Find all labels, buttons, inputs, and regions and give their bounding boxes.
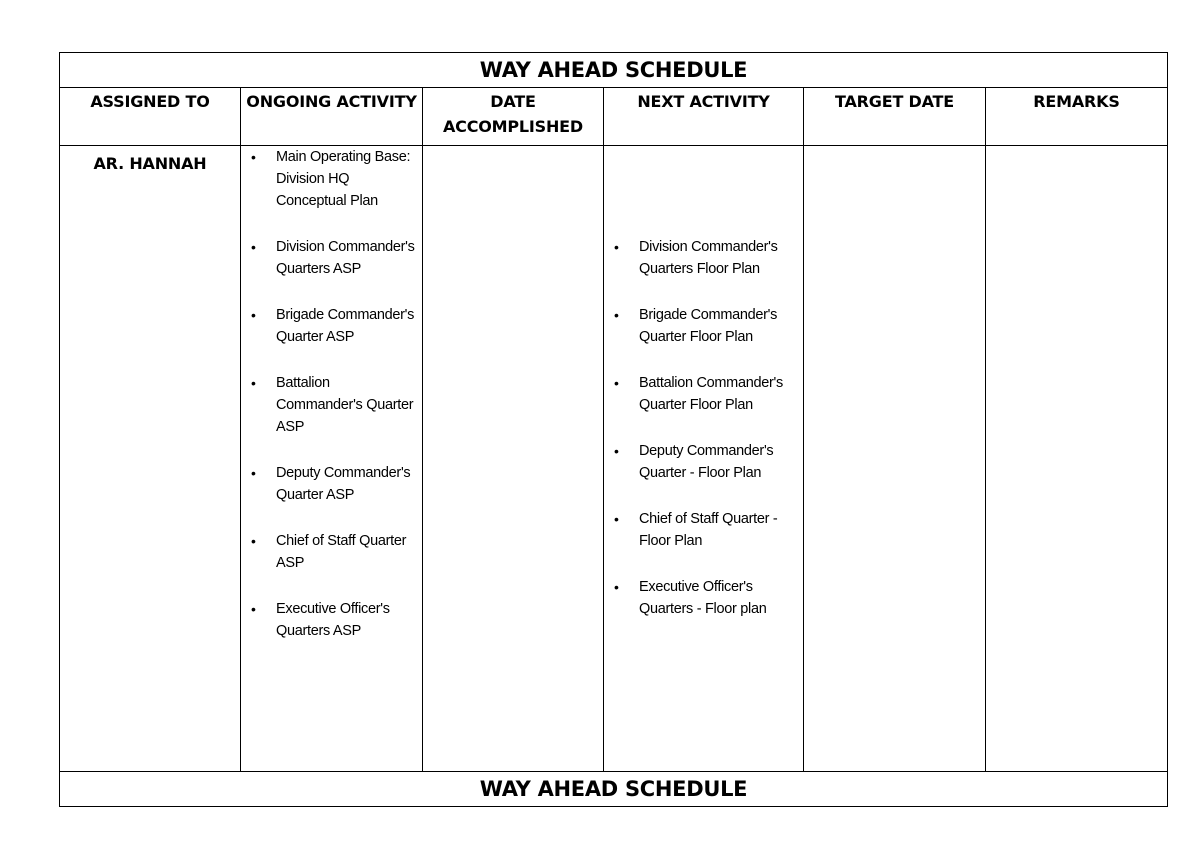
list-item-text: Chief of Staff Quarter - Floor Plan [639,511,778,549]
header-next-activity: NEXT ACTIVITY [604,88,804,146]
list-item [604,372,803,416]
way-ahead-schedule-table [59,52,1168,807]
list-item-text: Executive Officer's Quarters ASP [276,601,390,639]
ongoing-activity-cell [241,146,423,772]
header-target-date: TARGET DATE [804,88,986,146]
bullet-icon: • [251,307,256,323]
bullet-icon: • [251,149,256,165]
list-item [241,304,422,348]
next-activity-list [604,146,803,620]
assigned-to-cell: AR. HANNAH [60,146,241,772]
bullet-icon: • [614,375,619,391]
list-item-text: Chief of Staff Quarter ASP [276,533,407,571]
list-item [604,576,803,620]
table-footer-title: WAY AHEAD SCHEDULE [60,772,1168,807]
list-item-text: Deputy Commander's Quarter ASP [276,465,411,503]
list-item-text: Executive Officer's Quarters - Floor plan [639,579,767,617]
list-item-text: Division Commander's Quarters ASP [276,239,415,277]
list-item-text: Brigade Commander's Quarter ASP [276,307,415,345]
bullet-icon: • [614,579,619,595]
bullet-icon: • [251,239,256,255]
list-item-text: Deputy Commander's Quarter - Floor Plan [639,443,774,481]
bullet-icon: • [251,375,256,391]
target-date-cell [804,146,986,772]
list-item-text: Brigade Commander's Quarter Floor Plan [639,307,778,345]
bullet-icon: • [614,443,619,459]
list-item [241,372,422,438]
list-item [604,508,803,552]
bullet-icon: • [614,511,619,527]
header-remarks: REMARKS [986,88,1168,146]
ongoing-activity-list [241,146,422,642]
bullet-icon: • [614,307,619,323]
bullet-icon: • [251,601,256,617]
date-accomplished-cell [423,146,604,772]
bullet-icon: • [251,533,256,549]
bullet-icon: • [614,239,619,255]
list-item-text: Division Commander's Quarters Floor Plan [639,239,778,277]
list-item [604,304,803,348]
list-item-text: Battalion Commander's Quarter ASP [276,375,414,435]
list-item [604,236,803,280]
list-item-text: Battalion Commander's Quarter Floor Plan [639,375,783,413]
list-item [241,530,422,574]
header-assigned-to: ASSIGNED TO [60,88,241,146]
table-title: WAY AHEAD SCHEDULE [60,53,1168,88]
next-activity-cell [604,146,804,772]
list-item [241,598,422,642]
remarks-cell [986,146,1168,772]
table-row [60,146,1168,772]
list-item [241,236,422,280]
list-item [241,146,422,212]
header-ongoing-activity: ONGOING ACTIVITY [241,88,423,146]
list-item-text: Main Operating Base: Division HQ Conceptual Plan [276,149,411,209]
list-item [604,440,803,484]
list-item [241,462,422,506]
header-date-accomplished: DATE ACCOMPLISHED [423,88,604,146]
bullet-icon: • [251,465,256,481]
